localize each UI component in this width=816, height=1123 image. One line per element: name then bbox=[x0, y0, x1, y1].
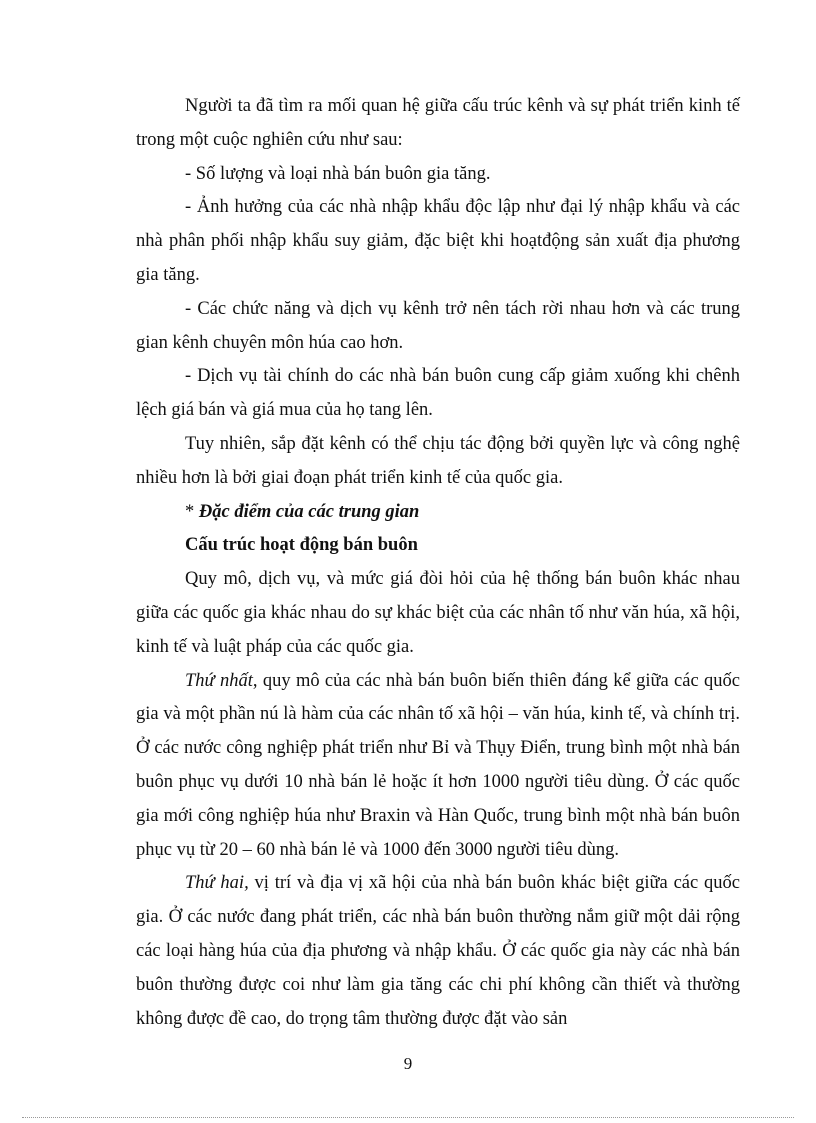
heading-bullet: * bbox=[185, 501, 199, 522]
paragraph-9-lead: Thứ hai, bbox=[185, 873, 249, 894]
page-body bbox=[136, 90, 740, 1036]
paragraph-3: - Ảnh hưởng của các nhà nhập khẩu độc lập như đại lý nhập khẩu và các nhà phân phối nhập khẩu suy giảm, đặc biệt khi hoạtđộng sản xuất địa phương gia tăng. bbox=[136, 197, 740, 285]
paragraph-4: - Các chức năng và dịch vụ kênh trở nên tách rời nhau hơn và các trung gian kênh chuyên môn húa cao hơn. bbox=[136, 298, 740, 353]
page-number: 9 bbox=[403, 1054, 413, 1073]
paragraph-5: - Dịch vụ tài chính do các nhà bán buôn cung cấp giảm xuống khi chênh lệch giá bán và giá mua của họ tang lên. bbox=[136, 366, 740, 421]
section-heading-text: Đặc điểm của các trung gian bbox=[198, 501, 420, 522]
section-heading bbox=[136, 496, 740, 530]
paragraph-8 bbox=[136, 665, 740, 868]
paragraph-8-text: , quy mô của các nhà bán buôn biến thiên đáng kể giữa các quốc gia và một phần nú là hàm của các nhân tố xã hội – văn húa, kinh tế, và chính trị. Ở các nước công nghiệp phát triển như Bỉ và Thụy Điển, trung bình một nhà bán buôn phục vụ dưới 10 nhà bán lẻ hoặc ít hơn 1000 người tiêu dùng. Ở các quốc gia mới công nghiệp húa như Braxin và Hàn Quốc, trung bình một nhà bán buôn phục vụ từ 20 – 60 nhà bán lẻ và 1000 đến 3000 người tiêu dùng. bbox=[136, 670, 740, 860]
page-bottom-divider bbox=[22, 1117, 794, 1118]
paragraph-9-text: vị trí và địa vị xã hội của nhà bán buôn khác biệt giữa các quốc gia. Ở các nước đang phát triển, các nhà bán buôn thường nắm giữ một dải rộng các loại hàng húa của địa phương và nhập khẩu. Ở các quốc gia này các nhà bán buôn thường được coi như làm gia tăng các chi phí không cần thiết và thường không được đề cao, do trọng tâm thường được đặt vào sản bbox=[136, 873, 740, 1029]
paragraph-8-lead: Thứ nhất bbox=[185, 670, 253, 691]
subsection-heading: Cấu trúc hoạt động bán buôn bbox=[185, 535, 418, 556]
paragraph-1: Người ta đã tìm ra mối quan hệ giữa cấu trúc kênh và sự phát triển kinh tế trong một cuộc nghiên cứu như sau: bbox=[136, 96, 740, 150]
paragraph-2: - Số lượng và loại nhà bán buôn gia tăng. bbox=[185, 163, 491, 184]
paragraph-7: Quy mô, dịch vụ, và mức giá đòi hỏi của hệ thống bán buôn khác nhau giữa các quốc gia khác nhau do sự khác biệt của các nhân tố như văn húa, xã hội, kinh tế và luật pháp của các quốc gia. bbox=[136, 569, 740, 657]
paragraph-6: Tuy nhiên, sắp đặt kênh có thể chịu tác động bởi quyền lực và công nghệ nhiều hơn là bởi giai đoạn phát triển kinh tế của quốc gia. bbox=[136, 433, 740, 488]
paragraph-9 bbox=[136, 867, 740, 1036]
